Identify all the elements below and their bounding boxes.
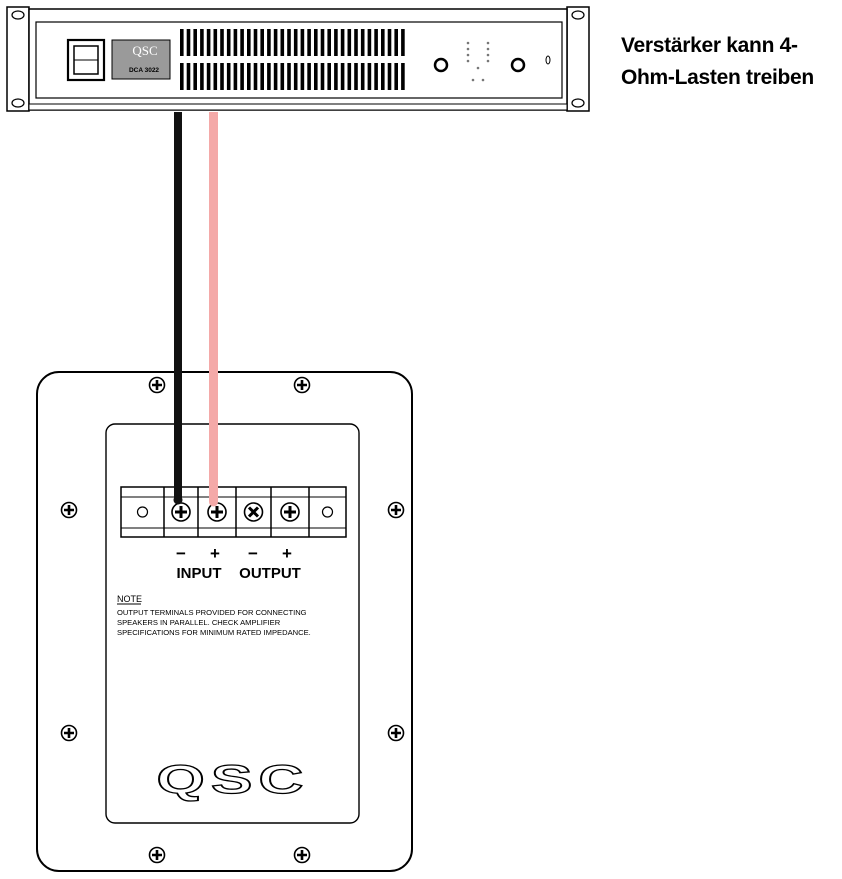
vent-slot [334, 29, 338, 56]
amp-logo: QSC [132, 43, 158, 58]
vent-slot [368, 29, 372, 56]
vent-slot [267, 63, 271, 90]
polarity-input-positive: + [210, 544, 220, 563]
vent-slot [301, 63, 305, 90]
amplifier [7, 7, 589, 111]
caption-line-1: Verstärker kann 4- [621, 34, 798, 57]
note-line-3: SPECIFICATIONS FOR MINIMUM RATED IMPEDANCE. [117, 628, 311, 637]
vent-slot [361, 29, 365, 56]
vent-slot [374, 63, 378, 90]
screw-icon [389, 503, 404, 518]
vent-slot [274, 63, 278, 90]
terminal-strip-body [121, 487, 346, 537]
vent-slot [254, 29, 258, 56]
vent-slot [401, 29, 405, 56]
note-title: NOTE [117, 594, 143, 604]
vent-slot [287, 63, 291, 90]
vent-slot [180, 63, 184, 90]
vent-slot [401, 63, 405, 90]
polarity-output-positive: + [282, 544, 292, 563]
vent-slot [240, 63, 244, 90]
vent-slot [341, 63, 345, 90]
terminal-strip [121, 487, 346, 537]
vent-slot [254, 63, 258, 90]
positive-wire [209, 112, 218, 502]
vent-slot [227, 29, 231, 56]
positive-wire-end [209, 498, 218, 507]
vent-slot [187, 63, 191, 90]
vent-slot [180, 29, 184, 56]
left-rack-ear [7, 7, 29, 111]
vent-slot [368, 63, 372, 90]
vent-slot [260, 29, 264, 56]
vent-slot [348, 29, 352, 56]
vent-slot [321, 29, 325, 56]
rack-ear-hole-icon [12, 99, 24, 107]
screw-icon [295, 848, 310, 863]
terminal-screw-icon [172, 503, 190, 521]
negative-wire [174, 112, 182, 500]
vent-slot [281, 63, 285, 90]
vent-slot [200, 29, 204, 56]
terminal-screw-icon [138, 507, 148, 517]
vent-slot [294, 63, 298, 90]
output-label: OUTPUT [239, 565, 301, 582]
amplifier-bottom-lip [29, 104, 567, 110]
rack-ear-hole-icon [12, 11, 24, 19]
screw-icon [389, 726, 404, 741]
vent-slot [327, 29, 331, 56]
negative-wire-end [174, 496, 183, 505]
vent-slot [207, 29, 211, 56]
qsc-brand-logo [157, 758, 310, 802]
vent-slot [381, 63, 385, 90]
rack-ear-hole-icon [572, 11, 584, 19]
input-label: INPUT [176, 565, 222, 582]
speaker-plate [37, 372, 412, 871]
vent-slot [361, 63, 365, 90]
panel-handle-icon [546, 56, 550, 64]
vent-slot [314, 63, 318, 90]
diagram-caption [621, 30, 841, 94]
amp-model: DCA 3022 [128, 67, 160, 74]
screw-icon [150, 378, 165, 393]
vent-slot [354, 29, 358, 56]
vent-slot [193, 29, 197, 56]
vent-slot [388, 29, 392, 56]
screw-icon [295, 378, 310, 393]
vent-slot [187, 29, 191, 56]
note-line-2: SPEAKERS IN PARALLEL. CHECK AMPLIFIER [117, 618, 281, 627]
vent-slot [327, 63, 331, 90]
right-rack-ear [567, 7, 589, 111]
vent-slot [307, 63, 311, 90]
vent-slot [301, 29, 305, 56]
terminal-screw-icon [245, 503, 263, 521]
screw-icon [150, 848, 165, 863]
vent-slot [294, 29, 298, 56]
vent-slot [348, 63, 352, 90]
vent-slot [281, 29, 285, 56]
note-line-1: OUTPUT TERMINALS PROVIDED FOR CONNECTING [117, 608, 307, 617]
vent-slot [274, 29, 278, 56]
vent-slot [214, 63, 218, 90]
vent-slot [234, 63, 238, 90]
rack-ear-hole-icon [572, 99, 584, 107]
caption-line-2: Ohm-Lasten treiben [621, 66, 814, 89]
terminal-screw-icon [323, 507, 333, 517]
vent-slot [287, 29, 291, 56]
vent-slot [394, 63, 398, 90]
screw-icon [62, 726, 77, 741]
polarity-input-negative: − [176, 544, 186, 563]
vent-slot [314, 29, 318, 56]
polarity-output-negative: − [248, 544, 258, 563]
vent-slot [193, 63, 197, 90]
vent-slot [220, 29, 224, 56]
vent-slot [354, 63, 358, 90]
terminal-screw-icon [281, 503, 299, 521]
vent-slot [307, 29, 311, 56]
vent-slot [394, 29, 398, 56]
vent-slot [200, 63, 204, 90]
knob-icon [435, 59, 447, 71]
vent-slot [234, 29, 238, 56]
vent-slot [388, 63, 392, 90]
vent-slot [214, 29, 218, 56]
vent-slot [227, 63, 231, 90]
screw-icon [62, 503, 77, 518]
vent-slot [260, 63, 264, 90]
vent-slot [321, 63, 325, 90]
vent-slot [247, 63, 251, 90]
qsc-logo-text: QSC [156, 757, 310, 803]
vent-slot [341, 29, 345, 56]
knob-icon [512, 59, 524, 71]
vent-slot [267, 29, 271, 56]
vent-slot [247, 29, 251, 56]
vent-slot [240, 29, 244, 56]
vent-slot [381, 29, 385, 56]
vent-slot [334, 63, 338, 90]
vent-slot [207, 63, 211, 90]
terminal-screw-icon [208, 503, 226, 521]
vent-slot [220, 63, 224, 90]
vent-slot [374, 29, 378, 56]
